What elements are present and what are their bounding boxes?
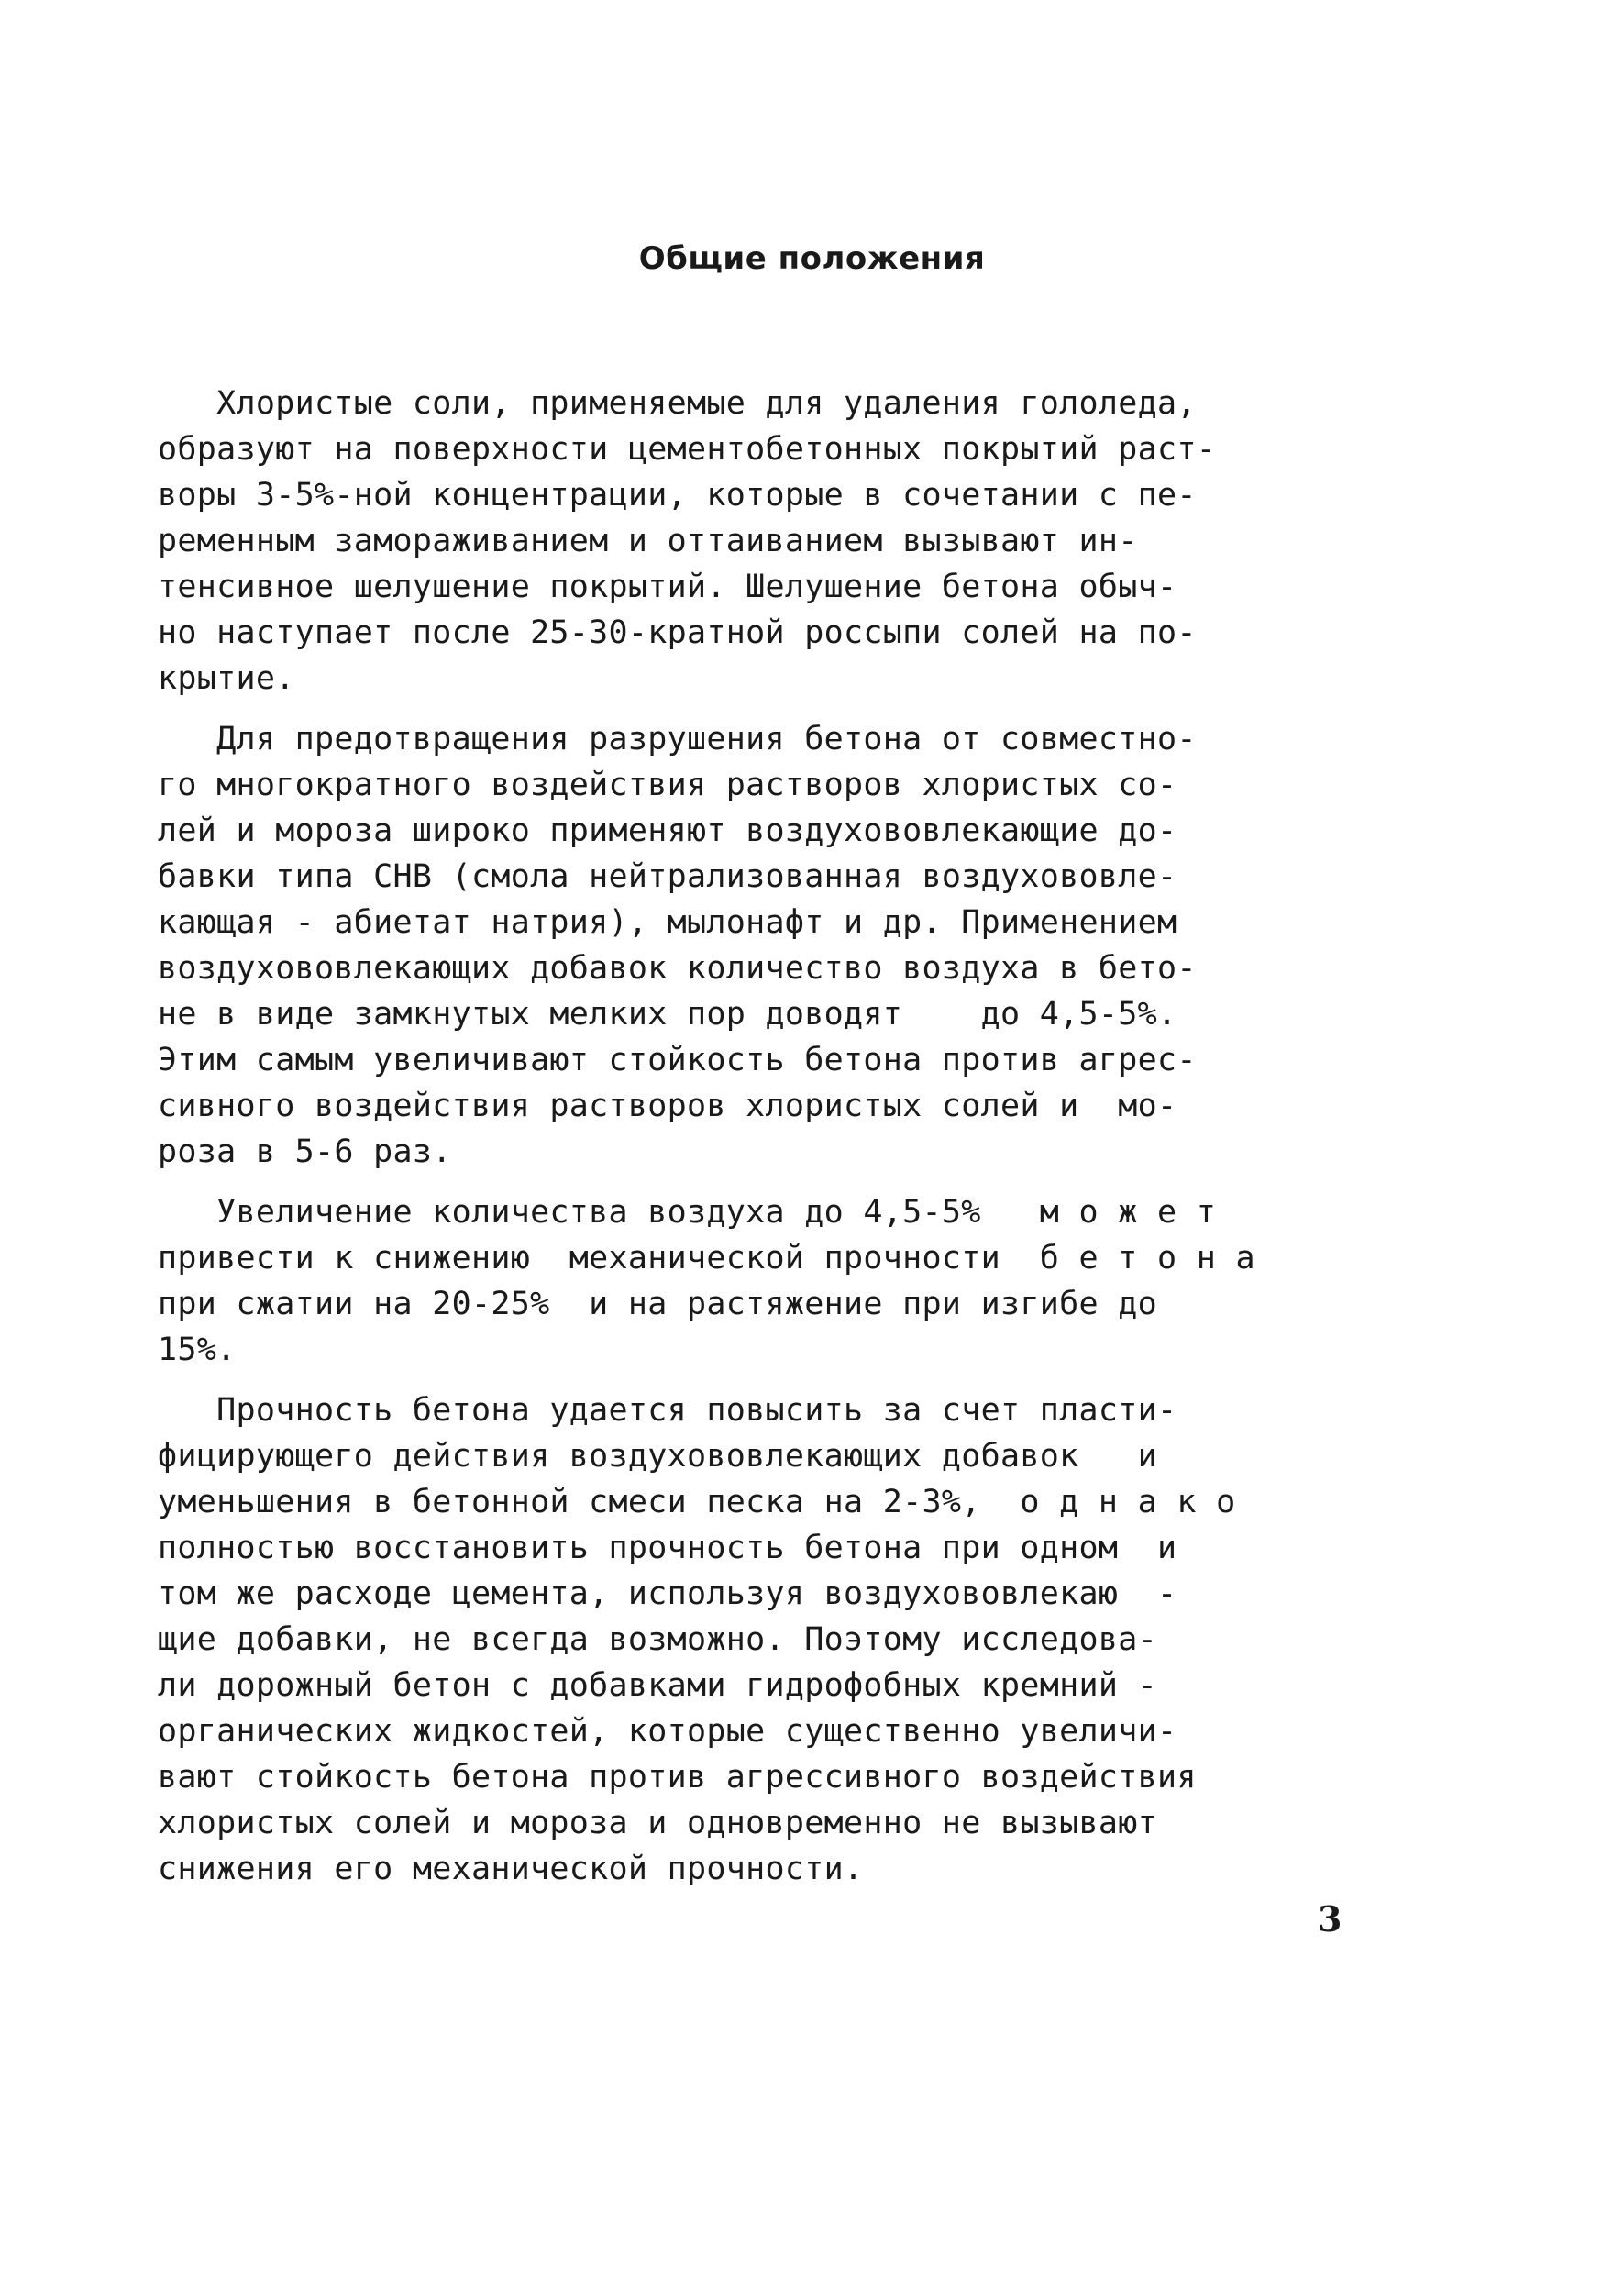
text-line: образуют на поверхности цементобетонных покрытий раст- (158, 431, 1217, 468)
text-line: го многократного воздействия растворов хлористых со- (158, 767, 1177, 803)
text-line: Увеличение количества воздуха до 4,5-5% м о ж е т (158, 1194, 1217, 1231)
text-line: 15%. (158, 1332, 237, 1368)
text-line: крытие. (158, 660, 295, 697)
text-line: Этим самым увеличивают стойкость бетона против агрес- (158, 1042, 1197, 1078)
text-line: при сжатии на 20-25% и на растяжение при изгибе до (158, 1286, 1157, 1322)
text-line: бавки типа СНВ (смола нейтрализованная воздухововле- (158, 858, 1177, 895)
paragraph-4 (158, 1387, 1377, 1892)
text-line: полностью восстановить прочность бетона при одном и (158, 1530, 1177, 1566)
text-line: Хлористые соли, применяемые для удаления гололеда, (158, 385, 1197, 422)
text-line: снижения его механической прочности. (158, 1851, 864, 1887)
page-number: 3 (1318, 1898, 1342, 1940)
text-line: том же расходе цемента, используя воздухововлекаю - (158, 1575, 1177, 1612)
text-line: щие добавки, не всегда возможно. Поэтому исследова- (158, 1621, 1157, 1658)
paragraph-1 (158, 381, 1377, 702)
text-line: органических жидкостей, которые существенно увеличи- (158, 1713, 1177, 1750)
text-line: сивного воздействия растворов хлористых солей и мо- (158, 1088, 1177, 1124)
paragraph-3 (158, 1189, 1377, 1373)
paragraph-2 (158, 716, 1377, 1175)
text-line: ременным замораживанием и оттаиванием вызывают ин- (158, 523, 1138, 559)
text-line: Прочность бетона удается повысить за счет пласти- (158, 1392, 1177, 1429)
page-title: Общие положения (638, 240, 986, 277)
body-text (158, 381, 1377, 1892)
text-line: роза в 5-6 раз. (158, 1133, 452, 1170)
text-line: не в виде замкнутых мелких пор доводят до 4,5-5%. (158, 996, 1177, 1033)
text-line: лей и мороза широко применяют воздухововлекающие до- (158, 812, 1177, 849)
text-line: хлористых солей и мороза и одновременно не вызывают (158, 1805, 1157, 1841)
text-line: ли дорожный бетон с добавками гидрофобных кремний - (158, 1667, 1157, 1704)
text-line: кающая - абиетат натрия), мылонафт и др. Применением (158, 904, 1177, 941)
text-line: воздухововлекающих добавок количество воздуха в бето- (158, 950, 1197, 987)
text-line: вают стойкость бетона против агрессивного воздействия (158, 1759, 1197, 1796)
text-line: фицирующего действия воздухововлекающих добавок и (158, 1438, 1157, 1475)
text-line: но наступает после 25-30-кратной россыпи солей на по- (158, 614, 1197, 651)
text-line: воры 3-5%-ной концентрации, которые в сочетании с пе- (158, 477, 1197, 514)
text-line: Для предотвращения разрушения бетона от совместно- (158, 721, 1197, 757)
text-line: привести к снижению механической прочности б е т о н а (158, 1240, 1255, 1277)
text-line: тенсивное шелушение покрытий. Шелушение бетона обыч- (158, 569, 1177, 605)
text-line: уменьшения в бетонной смеси песка на 2-3%, о д н а к о (158, 1484, 1236, 1520)
